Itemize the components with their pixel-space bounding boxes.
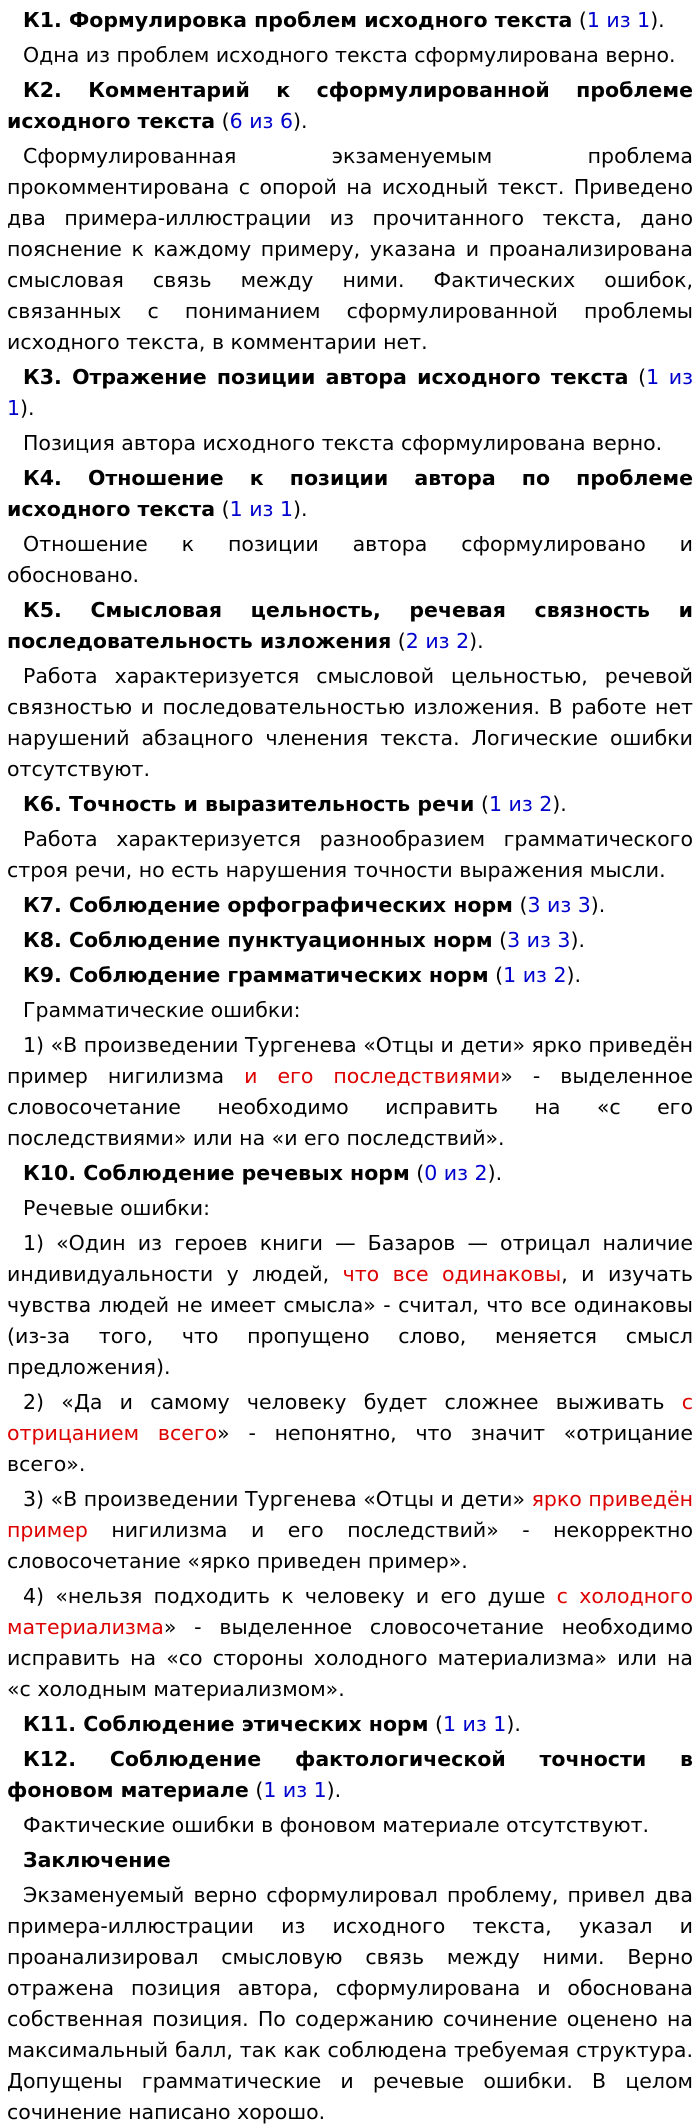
text-run: ). (20, 396, 35, 420)
text-run: ). (487, 1161, 503, 1185)
score-value: 0 из 2 (424, 1161, 488, 1185)
heading-title: К12. Соблюдение фактологической точности в фоновом материале (7, 1747, 693, 1802)
text-run: ). (292, 497, 308, 521)
commentary-paragraph (7, 1228, 693, 1383)
criterion-heading (7, 1744, 693, 1806)
text-run: ). (570, 928, 585, 952)
criterion-heading (7, 595, 693, 657)
heading-title: К4. Отношение к позиции автора по проблеме исходного текста (7, 466, 693, 521)
criterion-heading (7, 960, 693, 991)
heading-title: К3. Отражение позиции автора исходного текста (23, 365, 629, 389)
text-run: , и изучать чувства людей не имеет смысла» - считал, что все одинаковы (из-за того, что пропущено слово, меняется смысл предложения). (7, 1262, 693, 1379)
text-run: Отношение к позиции автора сформулировано и обосновано. (7, 532, 693, 587)
score-value: 1 из 2 (503, 963, 567, 987)
criterion-heading (7, 1709, 693, 1740)
text-run: ( (215, 497, 230, 521)
text-run: Речевые ошибки: (23, 1196, 210, 1220)
score-value: 2 из 2 (405, 629, 470, 653)
heading-title: К11. Соблюдение этических норм (23, 1712, 429, 1736)
text-run: Работа характеризуется разнообразием грамматического строя речи, но есть нарушения точности выражения мысли. (7, 827, 693, 882)
text-run: ( (488, 963, 504, 987)
score-value: 1 из 1 (7, 365, 693, 420)
highlighted-error: ярко приведён пример (7, 1487, 693, 1542)
highlighted-error: и его последствиями (244, 1064, 501, 1088)
commentary-paragraph (7, 1484, 693, 1577)
text-run: » - выделенное словосочетание необходимо исправить на «с его последствиями» или на «и его последствий». (7, 1064, 693, 1150)
text-run: ). (292, 109, 308, 133)
text-run: ). (590, 893, 606, 917)
commentary-paragraph (7, 824, 693, 886)
criterion-heading (7, 463, 693, 525)
text-run: ). (326, 1778, 342, 1802)
score-value: 1 из 1 (586, 8, 651, 32)
score-value: 1 из 1 (263, 1778, 327, 1802)
heading-title: К2. Комментарий к сформулированной проблеме исходного текста (7, 78, 693, 133)
text-run: ( (248, 1778, 264, 1802)
criterion-heading (7, 75, 693, 137)
highlighted-error: что все одинаковы (342, 1262, 562, 1286)
text-run: 2) «Да и самому человеку будет сложнее выживать (23, 1390, 682, 1414)
text-run: Одна из проблем исходного текста сформулирована верно. (23, 43, 676, 67)
heading-title: К8. Соблюдение пунктуационных норм (23, 928, 493, 952)
text-run: Экзаменуемый верно сформулировал проблему, привел два примера-иллюстрации из исходного текста, указал и проанализировал смысловую связь между ними. Верно отражена позиция автора, сформулирована и обоснована собственная позиция. По содержанию сочинение оценено на максимальный балл, так как соблюдена требуемая структура. Допущены грамматические и речевые ошибки. В целом сочинение написано хорошо. (7, 1883, 693, 2124)
heading-title: К10. Соблюдение речевых норм (23, 1161, 410, 1185)
criterion-heading (7, 1158, 693, 1189)
text-run: ). (469, 629, 484, 653)
commentary-paragraph (7, 1581, 693, 1705)
commentary-paragraph (7, 1030, 693, 1154)
text-run: 1) «В произведении Тургенева «Отцы и дети» ярко приведён пример нигилизма (7, 1033, 693, 1088)
text-run: ( (409, 1161, 425, 1185)
heading-title: К6. Точность и выразительность речи (23, 792, 475, 816)
text-run: ). (566, 963, 581, 987)
score-value: 1 из 1 (229, 497, 293, 521)
heading-title: К9. Соблюдение грамматических норм (23, 963, 489, 987)
highlighted-error: с отрицанием всего (7, 1390, 693, 1445)
heading-title: К7. Соблюдение орфографических норм (23, 893, 513, 917)
text-run: ( (391, 629, 406, 653)
text-run: Грамматические ошибки: (23, 998, 301, 1022)
text-run: ( (512, 893, 528, 917)
text-run: 4) «нельзя подходить к человеку и его душе (23, 1584, 557, 1608)
score-value: 1 из 2 (488, 792, 553, 816)
text-run: ( (628, 365, 647, 389)
heading-title: К1. Формулировка проблем исходного текста (23, 8, 573, 32)
criterion-heading (7, 5, 693, 36)
commentary-paragraph (7, 1810, 693, 1841)
text-run: » - непонятно, что значит «отрицание всего». (7, 1421, 693, 1476)
text-run: ( (428, 1712, 443, 1736)
text-run: Работа характеризуется смысловой цельностью, речевой связностью и последовательностью изложения. В работе нет нарушений абзацного членения текста. Логические ошибки отсутствуют. (7, 664, 693, 781)
text-run: Сформулированная экзаменуемым проблема прокомментирована с опорой на исходный текст. Приведено два примера-иллюстрации из прочитанного текста, дано пояснение к каждому примеру, указана и проанализирована смысловая связь между ними. Фактических ошибок, связанных с пониманием сформулированной проблемы исходного текста, в комментарии нет. (7, 144, 693, 354)
text-run: ). (552, 792, 567, 816)
criterion-heading (7, 1845, 693, 1876)
criterion-heading (7, 362, 693, 424)
heading-title: Заключение (23, 1848, 171, 1872)
score-value: 1 из 1 (442, 1712, 507, 1736)
commentary-paragraph (7, 661, 693, 785)
text-run: Позиция автора исходного текста сформулирована верно. (23, 431, 663, 455)
criterion-heading (7, 789, 693, 820)
text-run: ( (215, 109, 230, 133)
text-run: ). (650, 8, 665, 32)
criterion-heading (7, 890, 693, 921)
score-value: 3 из 3 (507, 928, 571, 952)
text-run: 1) «Один из героев книги — Базаров — отрицал наличие индивидуальности у людей, (7, 1231, 693, 1286)
commentary-paragraph (7, 1387, 693, 1480)
score-value: 6 из 6 (229, 109, 293, 133)
commentary-paragraph (7, 1880, 693, 2128)
score-value: 3 из 3 (527, 893, 591, 917)
commentary-paragraph (7, 995, 693, 1026)
text-run: ( (474, 792, 489, 816)
criterion-heading (7, 925, 693, 956)
heading-title: К5. Смысловая цельность, речевая связность и последовательность изложения (7, 598, 693, 653)
text-run: ( (492, 928, 508, 952)
text-run: ). (506, 1712, 521, 1736)
commentary-paragraph (7, 40, 693, 71)
commentary-paragraph (7, 529, 693, 591)
commentary-paragraph (7, 141, 693, 358)
commentary-paragraph (7, 428, 693, 459)
text-run: ( (572, 8, 587, 32)
text-run: 3) «В произведении Тургенева «Отцы и дети» (23, 1487, 532, 1511)
text-run: Фактические ошибки в фоновом материале отсутствуют. (23, 1813, 650, 1837)
text-run: нигилизма и его последствий» - некорректно словосочетание «ярко приведен пример». (7, 1518, 693, 1573)
text-run: » - выделенное словосочетание необходимо исправить на «со стороны холодного материализма» или на «с холодным материализмом». (7, 1615, 693, 1701)
commentary-paragraph (7, 1193, 693, 1224)
highlighted-error: с холодного материализма (7, 1584, 694, 1639)
